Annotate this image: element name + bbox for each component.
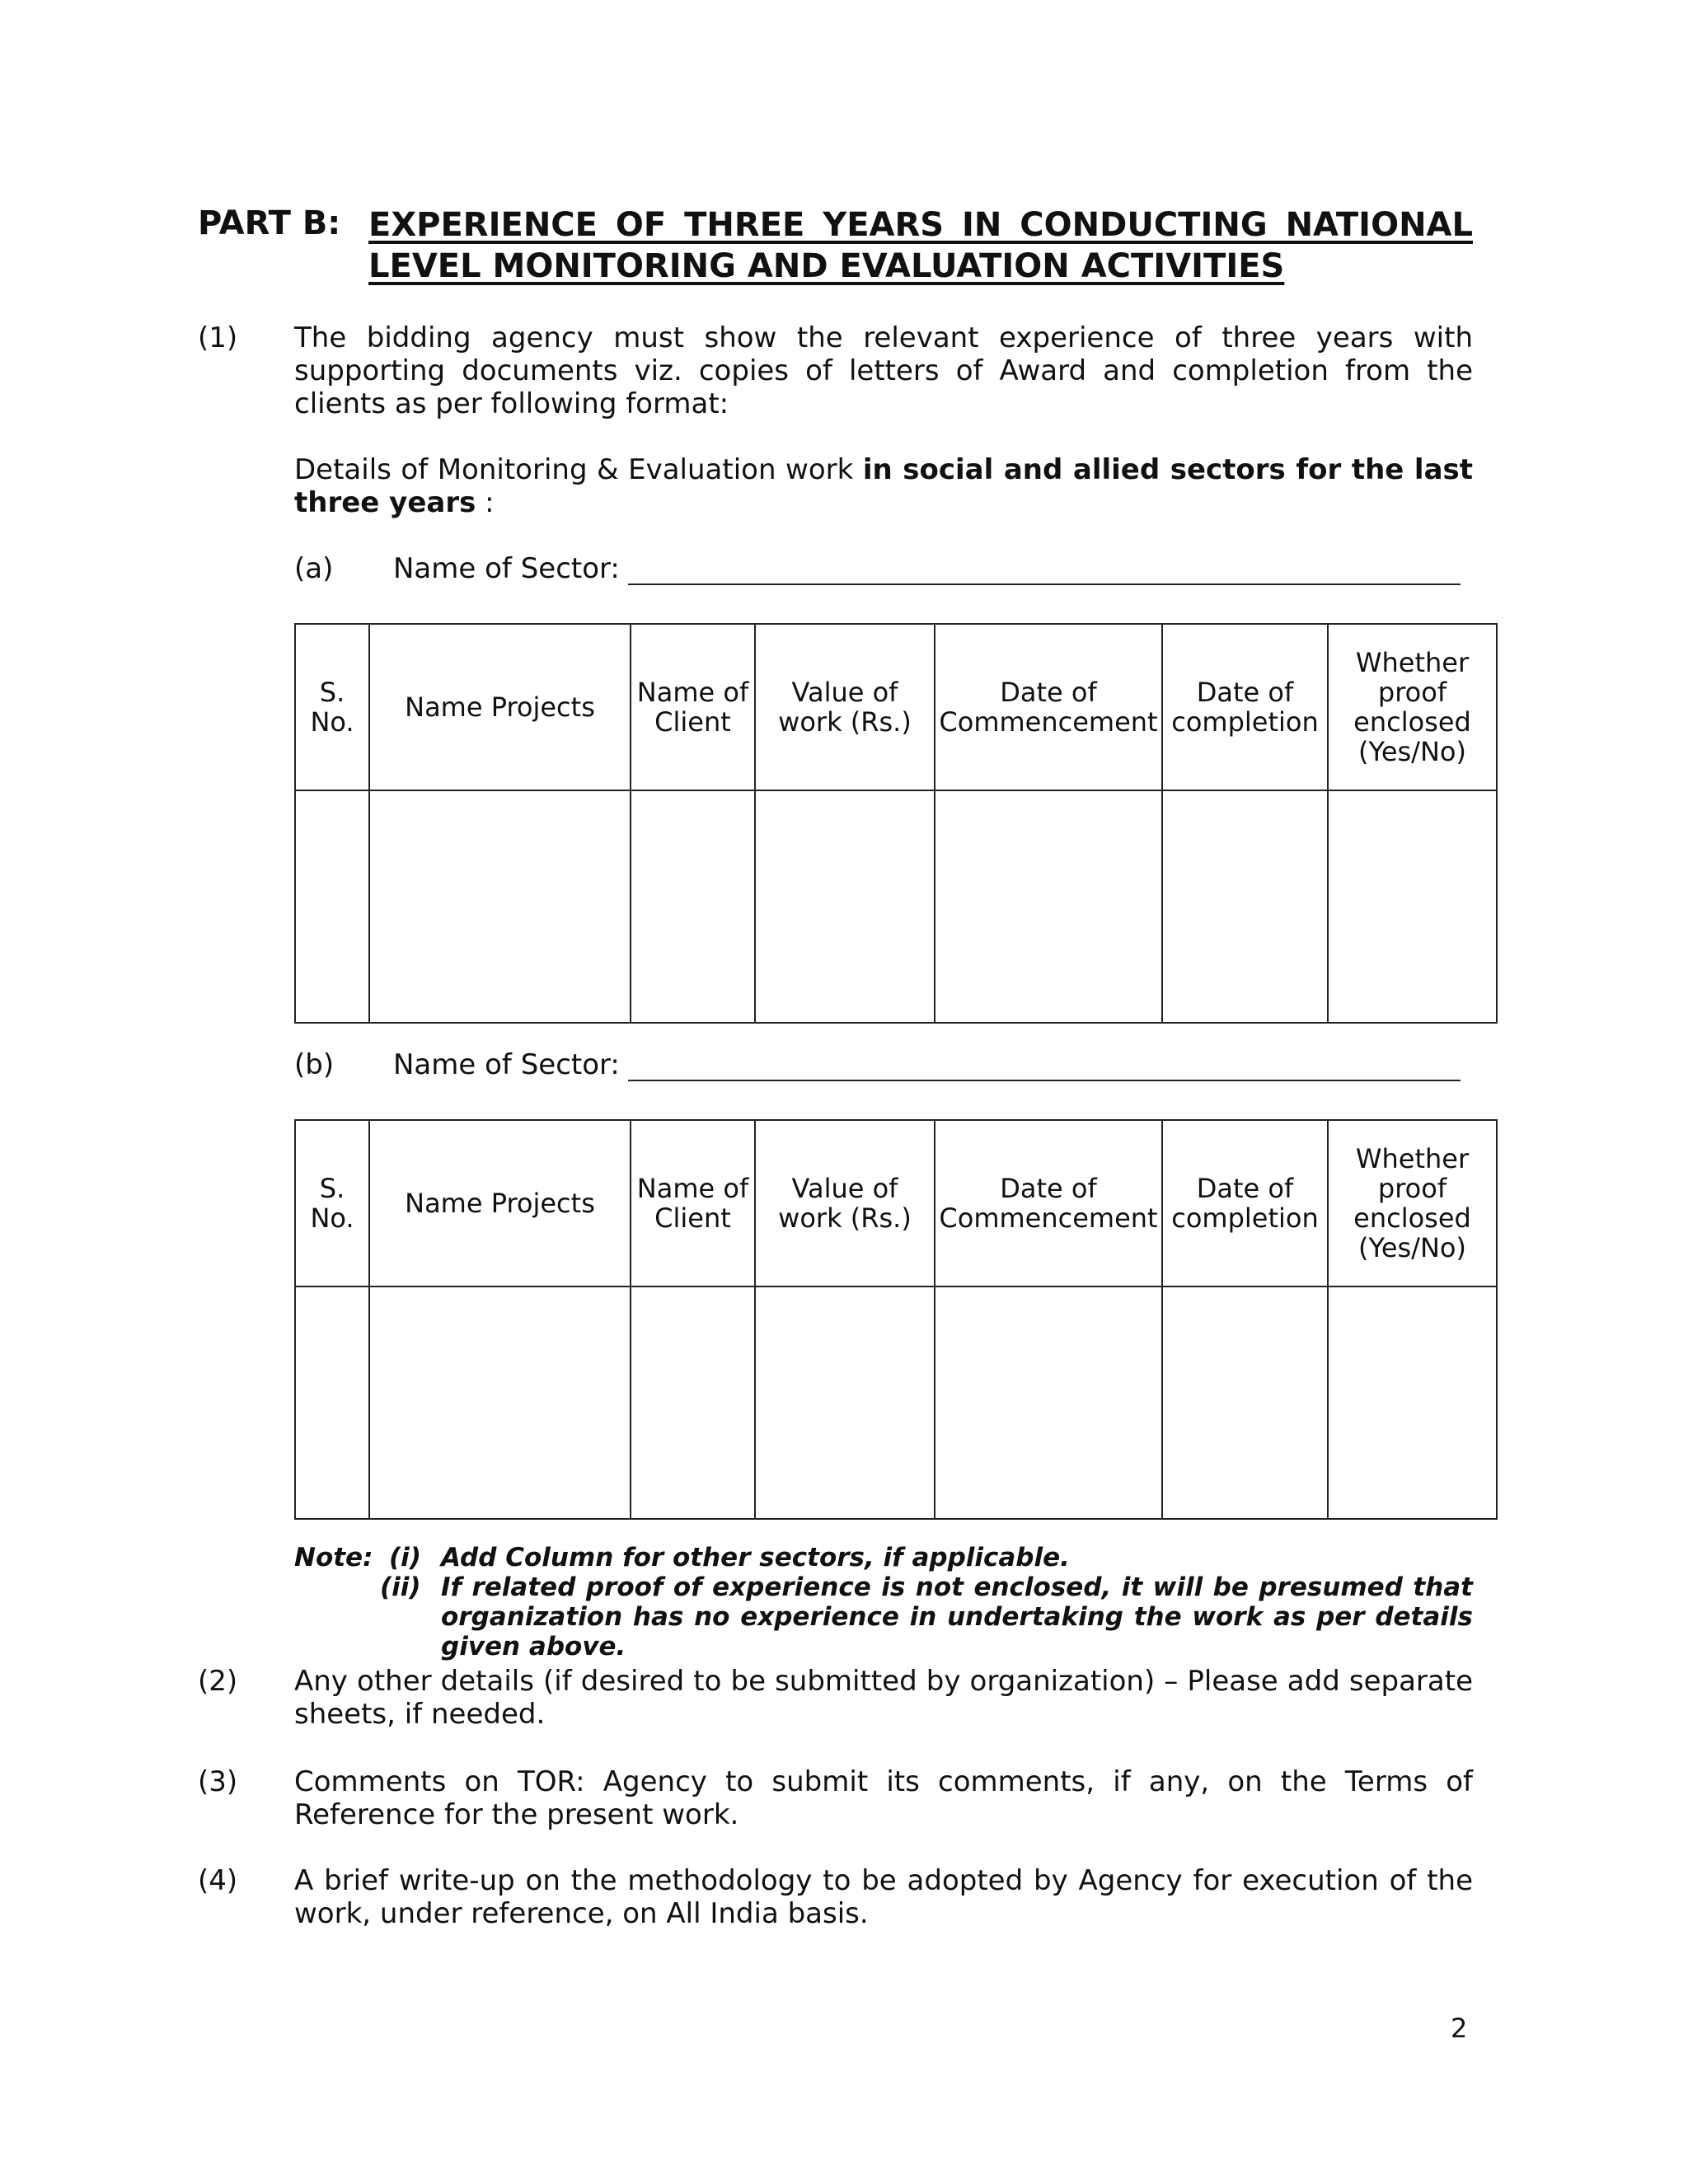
header-value-of-work: Value of work (Rs.): [755, 624, 935, 790]
header-date-of-commencement: Date of Commencement: [935, 1120, 1162, 1286]
part-label: PART B:: [198, 204, 341, 242]
cell-name-projects[interactable]: [369, 1286, 631, 1519]
cell-name-projects[interactable]: [369, 790, 631, 1023]
cell-value-of-work[interactable]: [755, 790, 935, 1023]
header-date-of-completion: Date of completion: [1162, 624, 1328, 790]
header-proof-enclosed: Whether proof enclosed (Yes/No): [1328, 1120, 1497, 1286]
cell-date-of-completion[interactable]: [1162, 790, 1328, 1023]
sector-b-field[interactable]: [628, 1080, 1461, 1081]
details-suffix: :: [476, 486, 495, 519]
item-1-text: The bidding agency must show the relevant experience of three years with supporting documents viz. copies of letters of Award and completion from the clients as per following format:: [294, 321, 1473, 420]
item-1-number: (1): [198, 321, 238, 354]
details-prefix: Details of Monitoring & Evaluation work: [294, 453, 863, 486]
header-date-of-commencement: Date of Commencement: [935, 624, 1162, 790]
item-3-text: Comments on TOR: Agency to submit its comments, if any, on the Terms of Reference for the present work.: [294, 1765, 1473, 1831]
header-proof-enclosed: Whether proof enclosed (Yes/No): [1328, 624, 1497, 790]
sector-a-label: Name of Sector:: [393, 552, 620, 585]
experience-table-a: [294, 623, 1498, 1024]
table-header-row: [295, 1120, 1497, 1286]
table-row: [295, 790, 1497, 1023]
note-item-1-text: Add Column for other sectors, if applicable.: [441, 1543, 1070, 1572]
note-label: Note:: [294, 1543, 373, 1572]
header-name-of-client: Name of Client: [631, 624, 755, 790]
item-4-text: A brief write-up on the methodology to be adopted by Agency for execution of the work, under reference, on All India basis.: [294, 1864, 1473, 1930]
cell-date-of-commencement[interactable]: [935, 790, 1162, 1023]
page-title: EXPERIENCE OF THREE YEARS IN CONDUCTING NATIONAL LEVEL MONITORING AND EVALUATION ACTIVITIES: [368, 206, 1473, 285]
cell-s-no[interactable]: [295, 790, 369, 1023]
cell-date-of-commencement[interactable]: [935, 1286, 1162, 1519]
item-2-text: Any other details (if desired to be submitted by organization) – Please add separate sheets, if needed.: [294, 1665, 1473, 1731]
sector-a-field[interactable]: [628, 583, 1461, 585]
cell-date-of-completion[interactable]: [1162, 1286, 1328, 1519]
cell-value-of-work[interactable]: [755, 1286, 935, 1519]
item-4-number: (4): [198, 1864, 238, 1897]
cell-name-of-client[interactable]: [631, 790, 755, 1023]
header-value-of-work: Value of work (Rs.): [755, 1120, 935, 1286]
header-name-of-client: Name of Client: [631, 1120, 755, 1286]
header-name-projects: Name Projects: [369, 1120, 631, 1286]
sector-b-label: Name of Sector:: [393, 1048, 620, 1081]
page-number: 2: [1451, 2013, 1468, 2044]
header-name-projects: Name Projects: [369, 624, 631, 790]
details-paragraph: [294, 453, 1473, 519]
cell-name-of-client[interactable]: [631, 1286, 755, 1519]
note-item-2-marker: (ii): [380, 1572, 421, 1602]
item-2-number: (2): [198, 1665, 238, 1698]
sector-b-letter: (b): [294, 1048, 335, 1081]
header-s-no: S. No.: [295, 624, 369, 790]
details-bold: in social and allied sectors for the last three years: [294, 453, 1474, 519]
table-row: [295, 1286, 1497, 1519]
note-item-2-text: If related proof of experience is not enclosed, it will be presumed that organization has no experience in undertaking the work as per details given above.: [441, 1572, 1473, 1661]
item-3-number: (3): [198, 1765, 238, 1798]
cell-proof-enclosed[interactable]: [1328, 1286, 1497, 1519]
header-s-no: S. No.: [295, 1120, 369, 1286]
header-date-of-completion: Date of completion: [1162, 1120, 1328, 1286]
table-header-row: [295, 624, 1497, 790]
experience-table-b: [294, 1119, 1498, 1520]
sector-a-letter: (a): [294, 552, 334, 585]
cell-proof-enclosed[interactable]: [1328, 790, 1497, 1023]
note-item-1-marker: (i): [389, 1543, 421, 1572]
cell-s-no[interactable]: [295, 1286, 369, 1519]
